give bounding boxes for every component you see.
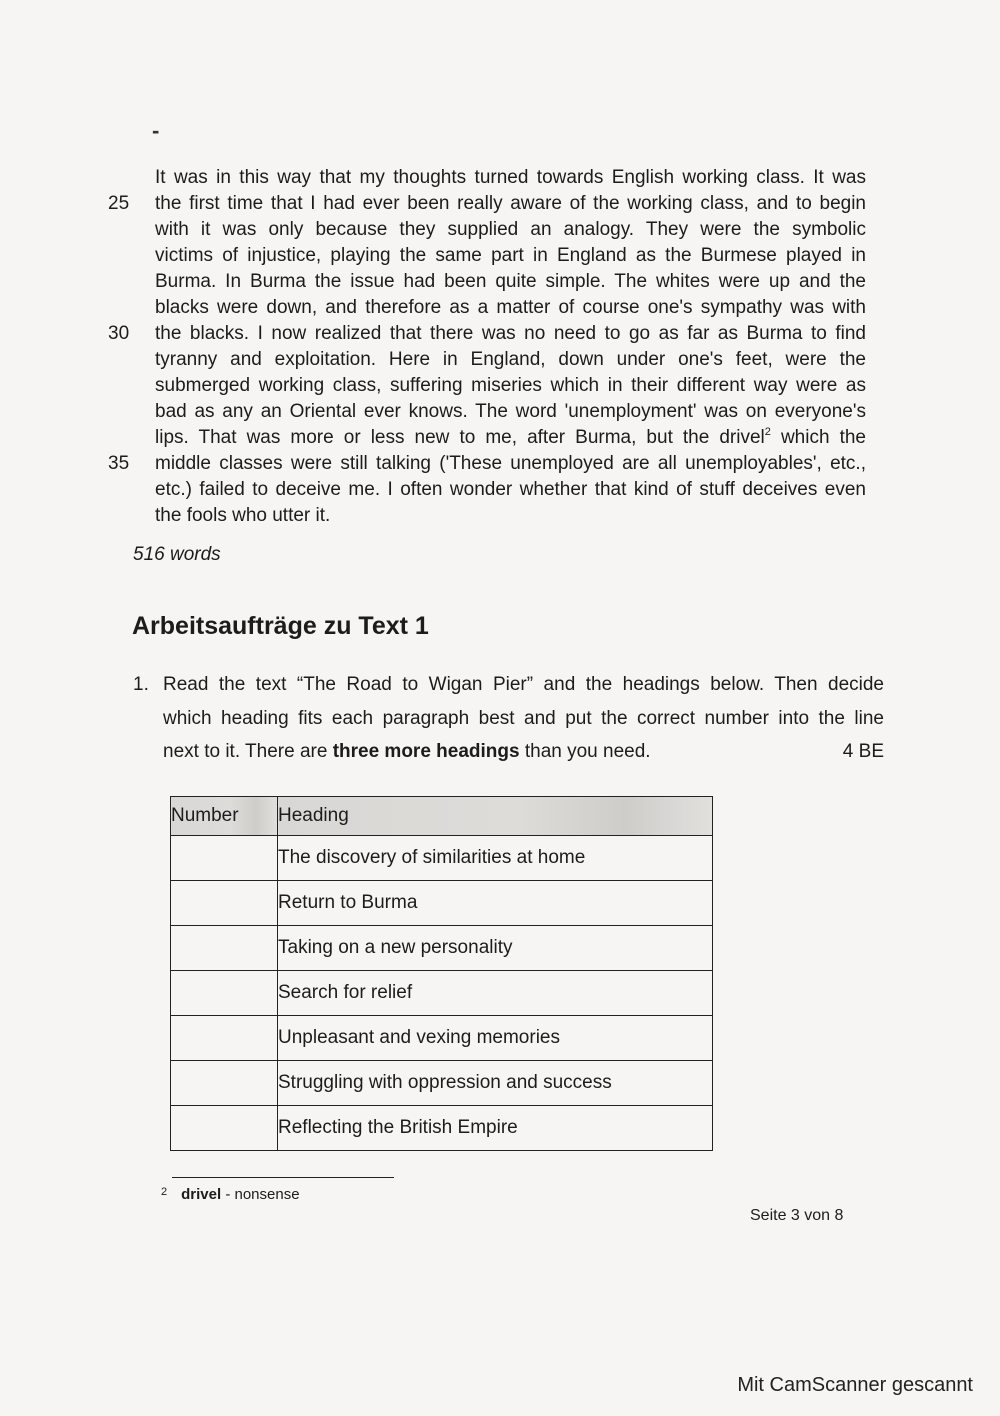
page-number: Seite 3 von 8 <box>750 1207 844 1224</box>
table-row <box>171 1061 713 1106</box>
number-cell[interactable] <box>171 836 278 881</box>
line-number: 30 <box>108 323 130 344</box>
line-number: 35 <box>108 453 130 474</box>
heading-cell: Search for relief <box>278 971 713 1016</box>
footnote-definition: - nonsense <box>221 1186 300 1203</box>
passage-line <box>155 425 866 451</box>
table-row <box>171 971 713 1016</box>
passage-line: the first time that I had ever been really aware of the working class, and to begin <box>155 193 866 214</box>
passage-line: Burma. In Burma the issue had been quite simple. The whites were up and the <box>155 271 866 292</box>
section-title: Arbeitsaufträge zu Text 1 <box>132 612 429 640</box>
task-instruction-line: Read the text “The Road to Wigan Pier” and the headings below. Then decide <box>163 674 884 695</box>
task-instruction-text: next to it. There are <box>163 741 333 762</box>
heading-cell: Struggling with oppression and success <box>278 1061 713 1106</box>
table-row <box>171 1016 713 1061</box>
passage-line: etc.) failed to deceive me. I often wonder whether that kind of stuff deceives even <box>155 479 866 500</box>
table-row <box>171 926 713 971</box>
footnote-term: drivel <box>181 1186 222 1203</box>
word-count: 516 words <box>133 544 221 565</box>
table-row <box>171 836 713 881</box>
number-cell[interactable] <box>171 881 278 926</box>
passage-line: the fools who utter it. <box>155 505 331 526</box>
column-header-number: Number <box>171 797 278 836</box>
passage-line: victims of injustice, playing the same part in England as the Burmese played in <box>155 245 866 266</box>
number-cell[interactable] <box>171 926 278 971</box>
table-row <box>171 881 713 926</box>
number-cell[interactable] <box>171 1061 278 1106</box>
heading-cell: Return to Burma <box>278 881 713 926</box>
passage-line: It was in this way that my thoughts turned towards English working class. It was <box>155 167 866 188</box>
column-header-heading: Heading <box>278 797 713 836</box>
task-emphasis: three more headings <box>332 741 520 762</box>
task-points: 4 BE <box>842 741 884 762</box>
headings-table <box>170 796 713 1151</box>
passage-line: with it was only because they supplied an analogy. They were the symbolic <box>155 219 866 240</box>
footnote-divider <box>172 1177 394 1178</box>
line-number: 25 <box>108 193 130 214</box>
heading-cell: Unpleasant and vexing memories <box>278 1016 713 1061</box>
task-instruction-text: than you need. <box>519 741 651 762</box>
scanner-watermark: Mit CamScanner gescannt <box>737 1374 973 1396</box>
passage-line: bad as any an Oriental ever knows. The word 'unemployment' was on everyone's <box>155 401 866 422</box>
passage-line: submerged working class, suffering miseries which in their different way were as <box>155 375 866 396</box>
table-row <box>171 1106 713 1151</box>
footnote <box>161 1186 300 1203</box>
heading-cell: The discovery of similarities at home <box>278 836 713 881</box>
passage-line: middle classes were still talking ('These unemployed are all unemployables', etc., <box>155 453 866 474</box>
task-instruction-line <box>163 739 884 765</box>
number-cell[interactable] <box>171 1106 278 1151</box>
passage-line-text: lips. That was more or less new to me, after Burma, but the drivel <box>155 427 765 448</box>
top-mark: - <box>152 118 160 143</box>
number-cell[interactable] <box>171 1016 278 1061</box>
footnote-marker: 2 <box>161 1186 168 1198</box>
passage-line: tyranny and exploitation. Here in England, down under one's feet, were the <box>155 349 866 370</box>
table-header-row <box>171 797 713 836</box>
task-number: 1. <box>133 674 149 695</box>
footnote-reference: 2 <box>764 426 771 438</box>
heading-cell: Taking on a new personality <box>278 926 713 971</box>
task-instruction-line: which heading fits each paragraph best and put the correct number into the line <box>163 708 884 729</box>
passage-line-tail: which the <box>770 427 867 448</box>
heading-cell: Reflecting the British Empire <box>278 1106 713 1151</box>
passage-line: blacks were down, and therefore as a matter of course one's sympathy was with <box>155 297 866 318</box>
passage-line: the blacks. I now realized that there was no need to go as far as Burma to find <box>155 323 866 344</box>
number-cell[interactable] <box>171 971 278 1016</box>
